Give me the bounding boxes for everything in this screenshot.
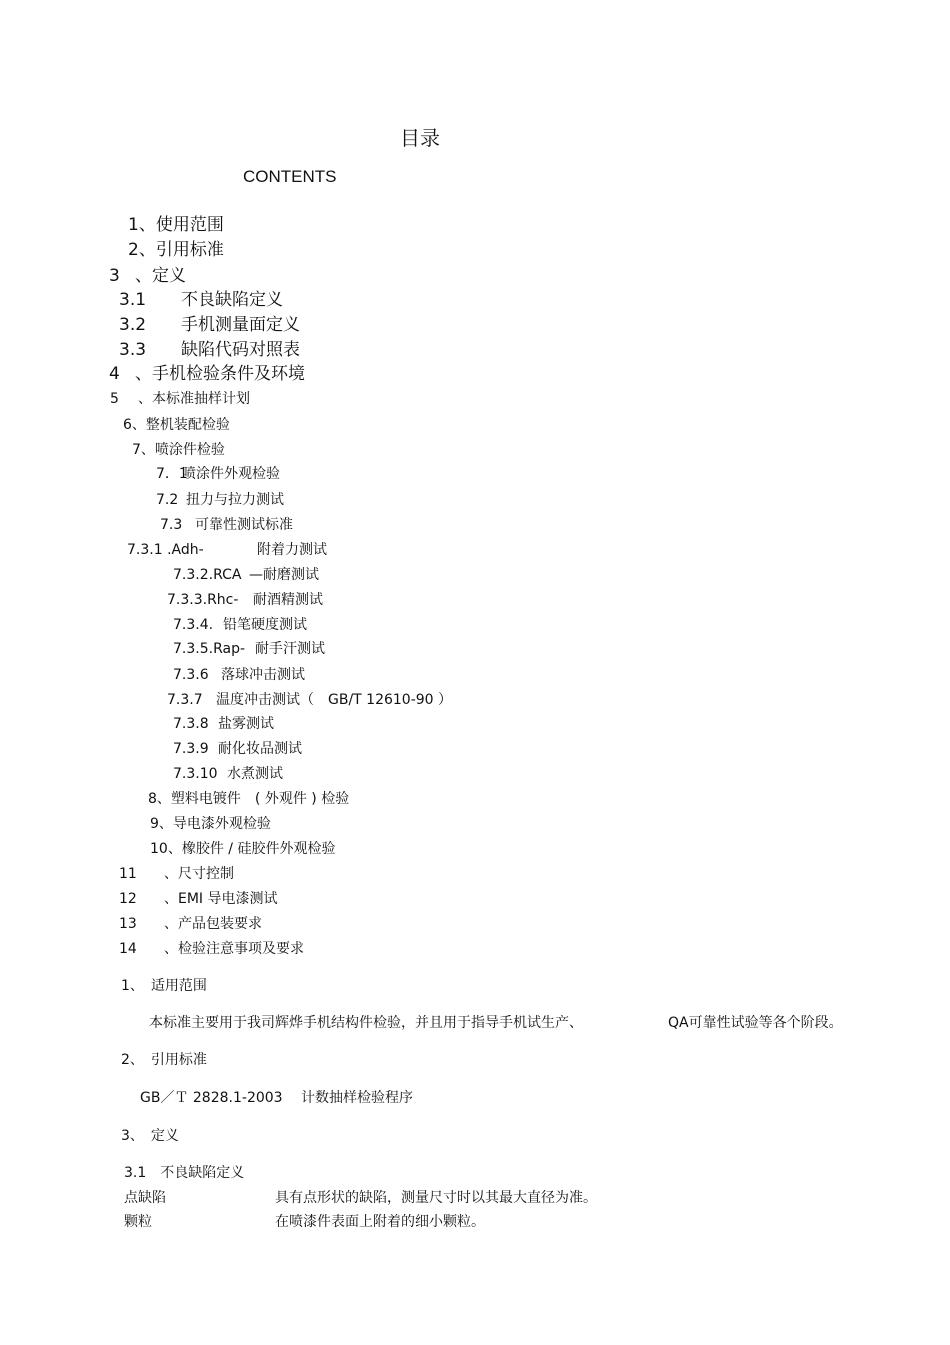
toc-num: 13: [119, 916, 137, 932]
toc-item: [109, 366, 305, 383]
toc-num: 7.3.4.: [173, 617, 214, 633]
toc-num: 3: [109, 266, 120, 286]
toc-text: 耐手汗测试: [255, 641, 325, 657]
toc-item: [119, 942, 304, 956]
toc-num: 6、: [123, 417, 146, 433]
toc-text: 可靠性测试标准: [195, 517, 293, 533]
toc-item: [156, 467, 280, 481]
toc-text: 落球冲击测试: [221, 667, 305, 683]
toc-text: 不良缺陷定义: [181, 290, 283, 310]
toc-item: [110, 392, 250, 406]
section-1-paragraph-a: 本标准主要用于我司辉烨手机结构件检验，并且用于指导手机试生产、: [149, 1015, 583, 1031]
toc-item: [128, 217, 224, 234]
toc-num: 7．1: [156, 466, 188, 482]
toc-text: 、尺寸控制: [164, 866, 234, 882]
toc-text: 塑料电镀件 ( 外观件 ) 检验: [170, 791, 350, 807]
toc-text: 手机测量面定义: [181, 315, 300, 335]
toc-text: 橡胶件 / 硅胶件外观检验: [181, 841, 336, 857]
toc-item: [156, 493, 284, 507]
toc-text: 温度冲击测试（ GB/T 12610-90 ）: [216, 692, 453, 708]
toc-text: 喷涂件检验: [154, 442, 225, 458]
toc-num: 7.3: [160, 517, 183, 533]
toc-item: [119, 917, 262, 931]
toc-num: 3.3: [119, 340, 147, 360]
toc-text: 缺陷代码对照表: [181, 340, 300, 360]
toc-item: [167, 693, 452, 707]
toc-num: 7.3.10: [173, 766, 218, 782]
term-definition: 具有点形状的缺陷，测量尺寸时以其最大直径为准。: [275, 1190, 597, 1206]
toc-num: 1、: [128, 215, 156, 235]
toc-item: [150, 842, 335, 856]
toc-text: 整机装配检验: [145, 417, 230, 433]
toc-text: 、手机检验条件及环境: [135, 364, 305, 384]
toc-item: [132, 443, 225, 457]
section-heading-2: 2、 引用标准: [121, 1052, 207, 1068]
toc-text: 引用标准: [155, 240, 224, 260]
standard-code: GB／Ｔ 2828.1-2003: [140, 1090, 283, 1106]
toc-item: [173, 767, 283, 781]
section-heading-3-1: 3.1 不良缺陷定义: [124, 1165, 245, 1181]
toc-num: 7.2: [156, 492, 179, 508]
toc-num: 8、: [148, 791, 171, 807]
toc-text: —耐磨测试: [249, 567, 319, 583]
toc-num: 7.3.9: [173, 741, 209, 757]
toc-num: 2、: [128, 240, 156, 260]
toc-item: [123, 418, 230, 432]
toc-item: [173, 742, 302, 756]
toc-text: 水煮测试: [227, 766, 283, 782]
toc-num: 14: [119, 941, 137, 957]
toc-text: 、本标准抽样计划: [138, 391, 250, 407]
toc-item: [173, 568, 319, 582]
toc-text: 铅笔硬度测试: [223, 617, 307, 633]
toc-item: [148, 792, 349, 806]
toc-text: 耐酒精测试: [253, 592, 323, 608]
standard-name: 计数抽样检验程序: [301, 1090, 413, 1106]
toc-num: 7.3.8: [173, 716, 209, 732]
toc-num: 7.3.6: [173, 667, 209, 683]
toc-item: [119, 317, 300, 334]
toc-text: 使用范围: [155, 215, 224, 235]
toc-item: [119, 292, 283, 309]
toc-text: 、产品包装要求: [164, 916, 262, 932]
toc-num: 7.3.3.Rhc-: [167, 592, 239, 608]
toc-item: [119, 342, 300, 359]
toc-item: [150, 817, 271, 831]
term-definition: 在喷漆件表面上附着的细小颗粒。: [275, 1214, 485, 1230]
section-heading-1: 1、 适用范围: [121, 978, 207, 994]
toc-num: 9、: [150, 816, 173, 832]
toc-item: [128, 242, 224, 259]
toc-item: [173, 668, 305, 682]
term-name: 点缺陷: [124, 1190, 166, 1206]
section-heading-3: 3、 定义: [121, 1128, 179, 1144]
toc-num: 7.3.1 .Adh-: [127, 542, 204, 558]
toc-num: 7.3.5.Rap-: [173, 641, 246, 657]
toc-num: 7.3.2.RCA: [173, 567, 242, 583]
toc-num: 10、: [150, 841, 182, 857]
toc-item: [173, 642, 325, 656]
toc-text: 耐化妆品测试: [218, 741, 302, 757]
term-name: 颗粒: [124, 1214, 152, 1230]
toc-num: 7.3.7: [167, 692, 203, 708]
section-1-paragraph-b: QA可靠性试验等各个阶段。: [668, 1015, 843, 1031]
toc-num: 11: [119, 866, 137, 882]
toc-item: [173, 618, 307, 632]
toc-num: 3.2: [119, 315, 147, 335]
toc-item: [119, 867, 234, 881]
toc-text: 扭力与拉力测试: [186, 492, 284, 508]
toc-item: [167, 593, 323, 607]
toc-text: 、检验注意事项及要求: [164, 941, 304, 957]
page-title: 目录: [400, 126, 440, 150]
toc-item: [173, 717, 274, 731]
toc-item: [160, 518, 293, 532]
toc-text: 导电漆外观检验: [172, 816, 271, 832]
toc-num: 4: [109, 364, 120, 384]
toc-num: 12: [119, 891, 137, 907]
toc-num: 5: [110, 391, 119, 407]
toc-item: [109, 268, 186, 285]
toc-text: 附着力测试: [257, 542, 327, 558]
toc-num: 7、: [132, 442, 155, 458]
toc-item: [119, 892, 278, 906]
toc-text: 、EMI 导电漆测试: [164, 891, 278, 907]
toc-num: 3.1: [119, 290, 147, 310]
toc-item: [127, 543, 327, 557]
toc-text: 盐雾测试: [218, 716, 274, 732]
toc-text: 喷涂件外观检验: [182, 466, 280, 482]
toc-text: 、定义: [135, 266, 186, 286]
page-subtitle: CONTENTS: [243, 167, 337, 186]
